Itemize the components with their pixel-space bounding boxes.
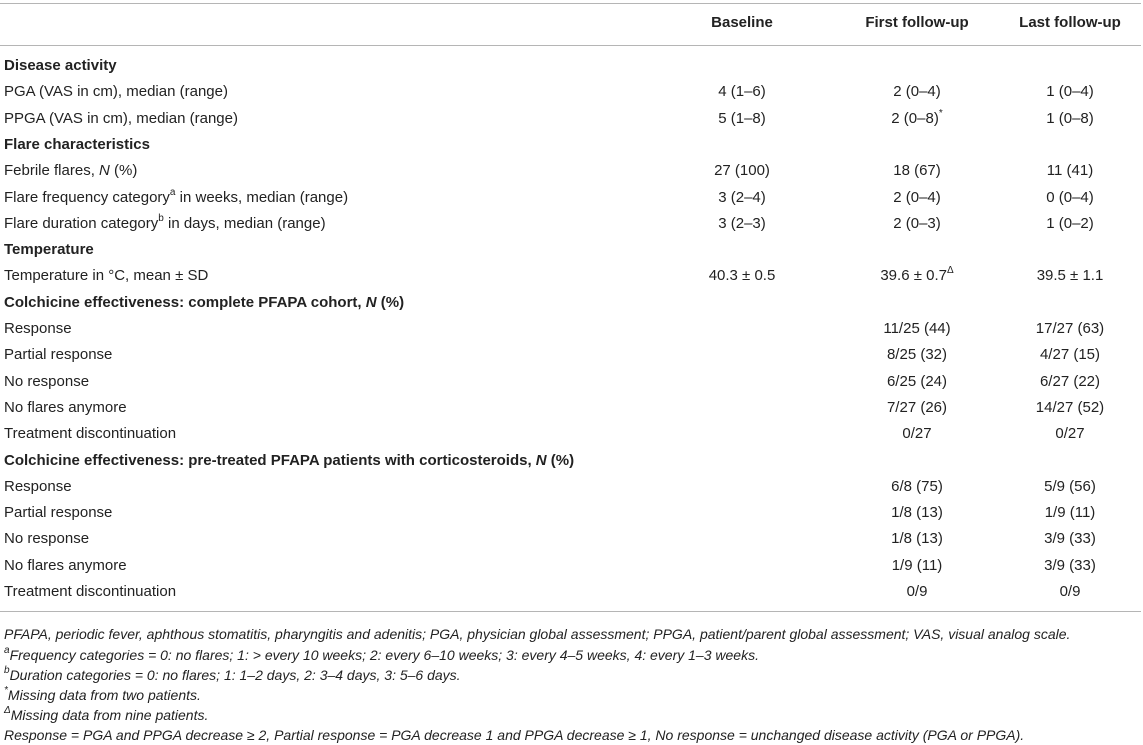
cell-first-follow-up: 7/27 (26) bbox=[886, 398, 948, 416]
cell-first-follow-up bbox=[824, 263, 1010, 289]
table-row bbox=[0, 553, 1143, 579]
table-row bbox=[0, 316, 1143, 342]
cell-first-follow-up: 11/25 (44) bbox=[883, 320, 951, 337]
cell-first-follow-up: 1/8 (13) bbox=[891, 504, 943, 522]
footnote-marker: a bbox=[4, 645, 10, 657]
table-row bbox=[0, 211, 1143, 237]
cell-last-follow-up: 14/27 (52) bbox=[1035, 398, 1105, 416]
table-row bbox=[0, 369, 1143, 395]
table-row bbox=[0, 526, 1143, 552]
cell-baseline: 5 (1–8) bbox=[718, 109, 766, 127]
table-row bbox=[0, 421, 1143, 447]
footnote-marker: b bbox=[158, 212, 164, 224]
cell-last-follow-up: 39.5 ± 1.1 bbox=[1036, 267, 1104, 285]
cell-first-follow-up: 0/9 bbox=[906, 583, 928, 600]
footnote-text: PFAPA, periodic fever, aphthous stomatitis, pharyngitis and adenitis; PGA, physician global assessment; PPGA, patient/parent global assessment; VAS, visual analog scale. bbox=[4, 626, 1071, 642]
footnote-marker: Δ bbox=[946, 265, 954, 277]
cell-last-follow-up: 3/9 (33) bbox=[1044, 530, 1096, 548]
footnote-marker: a bbox=[169, 186, 176, 198]
footnote-line bbox=[4, 685, 201, 705]
label-text: Partial response bbox=[4, 504, 113, 522]
cell-baseline: 40.3 ± 0.5 bbox=[708, 267, 776, 285]
label-text: Temperature bbox=[4, 241, 94, 259]
footnote-line bbox=[4, 705, 208, 725]
label-text: PPGA (VAS in cm), median (range) bbox=[4, 109, 238, 127]
footnote-text: Response = PGA and PPGA decrease ≥ 2, Partial response = PGA decrease 1 and PPGA decrease ≥ 1, No response = unchanged disease activity (PGA or PPGA). bbox=[4, 727, 1025, 743]
section-title bbox=[4, 290, 404, 316]
row-label bbox=[4, 474, 72, 500]
cell-first-follow-up: 1/8 (13) bbox=[891, 530, 943, 548]
cell-first-follow-up: 1/9 (11) bbox=[891, 556, 943, 574]
label-text: Response bbox=[4, 320, 72, 337]
cell-first-follow-up: 0/27 bbox=[902, 425, 932, 443]
section-header-row bbox=[0, 290, 1143, 316]
table-row bbox=[0, 263, 1143, 289]
table-row bbox=[0, 500, 1143, 526]
label-text: Flare characteristics bbox=[4, 135, 150, 153]
section-header-row bbox=[0, 237, 1143, 263]
cell-last-follow-up: 1 (0–8) bbox=[1046, 109, 1094, 127]
cell-last-follow-up: 5/9 (56) bbox=[1044, 477, 1096, 495]
table-row bbox=[0, 474, 1143, 500]
row-label bbox=[4, 421, 176, 447]
cell-value: 39.6 ± 0.7 bbox=[880, 267, 947, 285]
row-label bbox=[4, 500, 112, 526]
cell-last-follow-up: 1/9 (11) bbox=[1044, 504, 1096, 522]
label-text: No flares anymore bbox=[4, 556, 127, 574]
label-text: Partial response bbox=[4, 346, 113, 364]
cell-last-follow-up: 3/9 (33) bbox=[1044, 556, 1096, 574]
footnote-text: Frequency categories = 0: no flares; 1: > every 10 weeks; 2: every 6–10 weeks; 3: every 4–5 weeks, 4: every 1–3 weeks. bbox=[9, 647, 759, 663]
cell-first-follow-up bbox=[824, 106, 1010, 132]
cell-last-follow-up: 17/27 (63) bbox=[1035, 320, 1105, 337]
label-text: Disease activity bbox=[4, 57, 117, 74]
label-text: Febrile flares, bbox=[4, 162, 100, 180]
footnote-text: Duration categories = 0: no flares; 1: 1–2 days, 2: 3–4 days, 3: 5–6 days. bbox=[9, 667, 461, 683]
n-symbol: N bbox=[365, 293, 377, 311]
row-label bbox=[4, 553, 127, 579]
table-row bbox=[0, 158, 1143, 184]
label-text: No response bbox=[4, 530, 90, 548]
cell-baseline: 3 (2–4) bbox=[718, 188, 766, 206]
section-title bbox=[4, 448, 574, 474]
cell-last-follow-up: 1 (0–4) bbox=[1046, 83, 1094, 101]
header-row bbox=[0, 10, 1143, 36]
cell-last-follow-up: 0 (0–4) bbox=[1046, 188, 1094, 206]
cell-first-follow-up: 2 (0–4) bbox=[893, 83, 941, 101]
cell-first-follow-up: 6/25 (24) bbox=[886, 372, 948, 390]
row-label bbox=[4, 211, 326, 237]
section-header-row bbox=[0, 53, 1143, 79]
label-text: (%) bbox=[109, 162, 138, 180]
footnote-line bbox=[4, 624, 1070, 644]
row-label bbox=[4, 263, 208, 289]
row-label bbox=[4, 395, 127, 421]
cell-first-follow-up: 18 (67) bbox=[893, 162, 941, 180]
label-text: Colchicine effectiveness: pre-treated PFAPA patients with corticosteroids, bbox=[4, 451, 536, 469]
footnote-marker: Δ bbox=[4, 705, 11, 717]
label-text: Response bbox=[4, 477, 72, 495]
footnote-marker: * bbox=[4, 685, 8, 697]
table-row bbox=[0, 579, 1143, 605]
section-title bbox=[4, 132, 150, 158]
table-row bbox=[0, 106, 1143, 132]
label-text: No flares anymore bbox=[4, 398, 127, 416]
section-header-row bbox=[0, 132, 1143, 158]
cell-baseline: 4 (1–6) bbox=[718, 83, 766, 101]
header-last-follow-up: Last follow-up bbox=[1019, 14, 1121, 31]
cell-first-follow-up: 8/25 (32) bbox=[886, 346, 948, 364]
row-label bbox=[4, 342, 112, 368]
header-baseline: Baseline bbox=[711, 14, 773, 31]
table-row bbox=[0, 79, 1143, 105]
header-first-follow-up: First follow-up bbox=[865, 14, 969, 31]
n-symbol: N bbox=[99, 162, 110, 180]
cell-baseline: 3 (2–3) bbox=[718, 214, 766, 232]
label-text: No response bbox=[4, 372, 90, 390]
cell-first-follow-up: 2 (0–4) bbox=[893, 188, 941, 206]
footnote-text: Missing data from two patients. bbox=[7, 687, 201, 703]
section-title bbox=[4, 237, 94, 263]
footnote-line bbox=[4, 665, 461, 685]
label-text: in days, median (range) bbox=[163, 214, 326, 232]
footnote-marker: * bbox=[938, 107, 943, 119]
table-row bbox=[0, 342, 1143, 368]
label-text: (%) bbox=[376, 293, 405, 311]
row-label bbox=[4, 185, 348, 211]
row-label bbox=[4, 158, 137, 184]
cell-baseline: 27 (100) bbox=[714, 162, 770, 180]
cell-last-follow-up: 0/27 bbox=[1055, 425, 1085, 443]
label-text: PGA (VAS in cm), median (range) bbox=[4, 83, 228, 101]
label-text: Flare duration category bbox=[4, 214, 159, 232]
table-row bbox=[0, 185, 1143, 211]
table-top-rule bbox=[0, 3, 1141, 4]
row-label bbox=[4, 106, 238, 132]
row-label bbox=[4, 579, 176, 605]
label-text: Treatment discontinuation bbox=[4, 583, 177, 600]
label-text: in weeks, median (range) bbox=[175, 188, 349, 206]
cell-last-follow-up: 0/9 bbox=[1059, 583, 1081, 600]
cell-last-follow-up: 11 (41) bbox=[1046, 162, 1094, 180]
table-row bbox=[0, 395, 1143, 421]
footnote-line bbox=[4, 645, 759, 665]
cell-first-follow-up: 2 (0–3) bbox=[893, 214, 941, 232]
section-header-row bbox=[0, 448, 1143, 474]
n-symbol: N bbox=[535, 451, 547, 469]
cell-last-follow-up: 6/27 (22) bbox=[1039, 372, 1101, 390]
cell-first-follow-up: 6/8 (75) bbox=[891, 477, 943, 495]
row-label bbox=[4, 526, 89, 552]
row-label bbox=[4, 316, 72, 342]
cell-last-follow-up: 4/27 (15) bbox=[1039, 346, 1101, 364]
row-label bbox=[4, 79, 228, 105]
label-text: Flare frequency category bbox=[4, 188, 170, 206]
label-text: (%) bbox=[546, 451, 575, 469]
label-text: Temperature in °C, mean ± SD bbox=[4, 267, 209, 285]
footnote-text: Missing data from nine patients. bbox=[10, 707, 209, 723]
row-label bbox=[4, 369, 89, 395]
label-text: Treatment discontinuation bbox=[4, 425, 177, 443]
header-rule bbox=[0, 45, 1141, 46]
label-text: Colchicine effectiveness: complete PFAPA cohort, bbox=[4, 293, 366, 311]
section-title bbox=[4, 53, 117, 79]
footnote-marker: b bbox=[4, 665, 10, 677]
cell-value: 2 (0–8) bbox=[891, 109, 939, 127]
footnote-line bbox=[4, 725, 1024, 745]
table-bottom-rule bbox=[0, 611, 1141, 612]
cell-last-follow-up: 1 (0–2) bbox=[1046, 214, 1094, 232]
